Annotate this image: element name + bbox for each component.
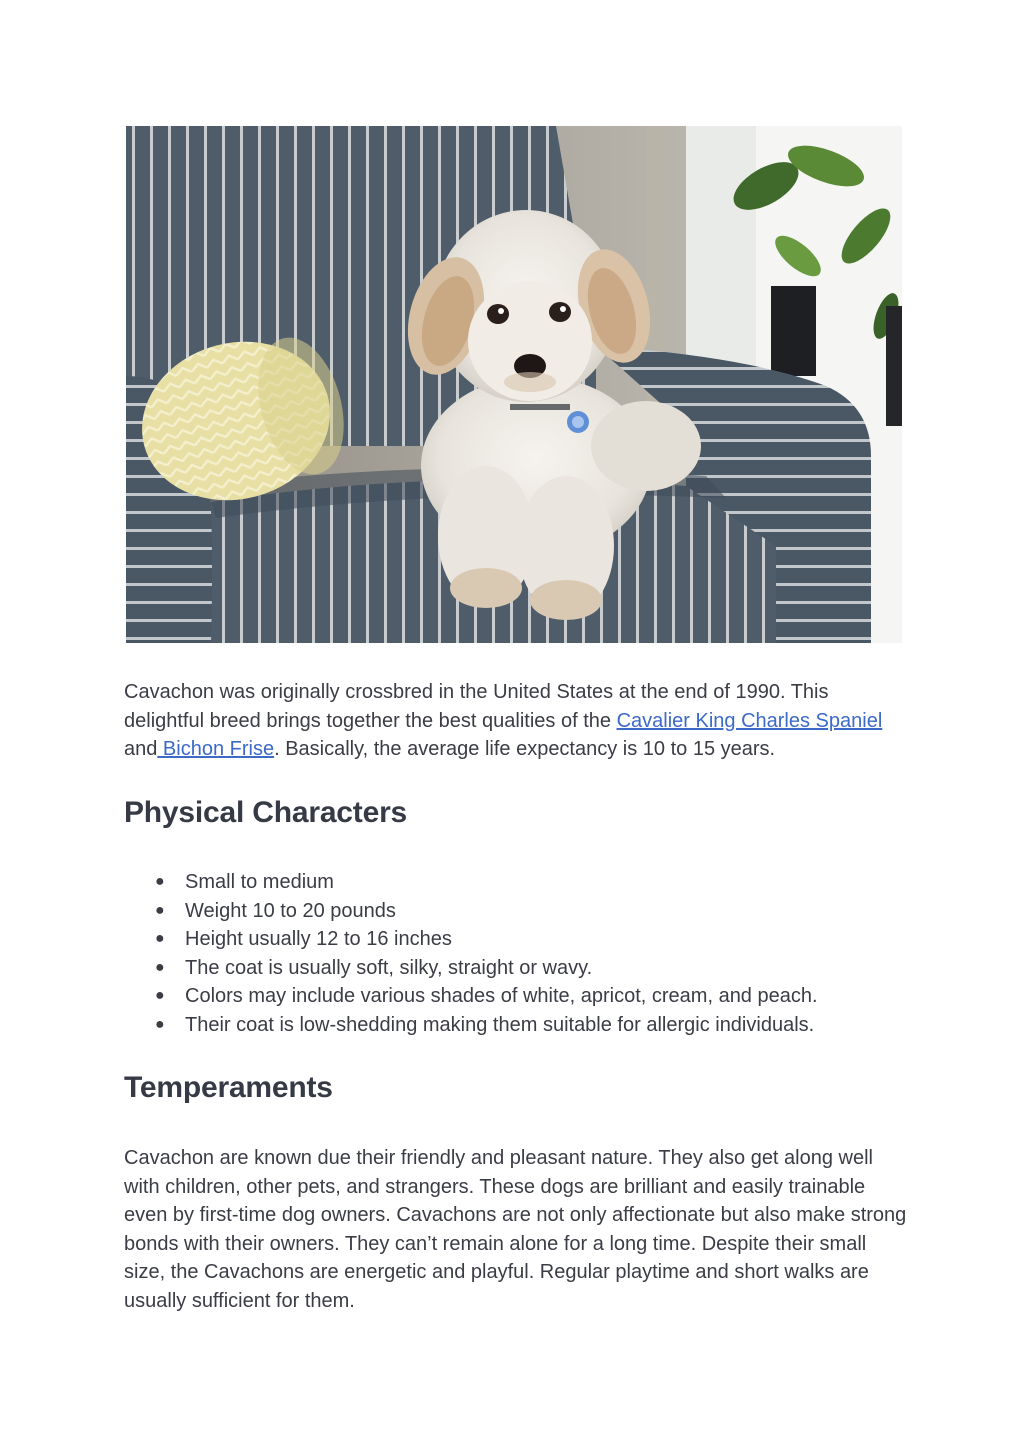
- list-item-text: Height usually 12 to 16 inches: [185, 928, 452, 950]
- bichon-frise-link[interactable]: Bichon Frise: [157, 738, 275, 760]
- temperaments-heading: Temperaments: [124, 1071, 333, 1104]
- list-item: [124, 897, 904, 926]
- list-item: [124, 925, 904, 954]
- bullet-icon: ●: [155, 901, 165, 919]
- intro-text-start: Cavachon was originally crossbred in the United States at the end of 1990. This delightful breed brings together the best qualities of the: [124, 681, 829, 732]
- list-item-text: Their coat is low-shedding making them suitable for allergic individuals.: [185, 1013, 815, 1036]
- list-item: [124, 868, 904, 897]
- list-item-text: Small to medium: [185, 871, 334, 893]
- physical-characters-list: [124, 868, 904, 1039]
- temperaments-paragraph: Cavachon are known due their friendly and pleasant nature. They also get along well with children, other pets, and strangers. These dogs are brilliant and easily trainable even by first-time dog owners. Cavachons are not only affectionate but also make strong bonds with their owners. They can’t remain alone for a long time. Despite their small size, the Cavachons are energetic and playful. Regular playtime and short walks are usually sufficient for them.: [124, 1147, 907, 1312]
- intro-paragraph: [124, 678, 914, 764]
- list-item-text: Colors may include various shades of white, apricot, cream, and peach.: [185, 985, 818, 1007]
- bullet-icon: ●: [155, 930, 165, 947]
- list-item: [124, 954, 904, 983]
- dog-on-armchair-illustration: [126, 126, 902, 643]
- cavalier-king-charles-spaniel-link[interactable]: Cavalier King Charles Spaniel: [616, 709, 883, 732]
- list-item-text: Weight 10 to 20 pounds: [185, 899, 396, 922]
- bullet-icon: ●: [155, 873, 165, 890]
- intro-text-end: . Basically, the average life expectancy is 10 to 15 years.: [274, 738, 776, 760]
- intro-text-and: and: [124, 738, 158, 760]
- bullet-icon: ●: [155, 1015, 165, 1033]
- list-item-text: The coat is usually soft, silky, straight or wavy.: [185, 956, 593, 979]
- list-item: [124, 1011, 904, 1040]
- list-item: [124, 982, 904, 1011]
- physical-characters-heading: Physical Characters: [124, 796, 408, 829]
- bullet-icon: ●: [155, 987, 165, 1004]
- bullet-icon: ●: [155, 958, 165, 976]
- dog-photo: [126, 126, 902, 643]
